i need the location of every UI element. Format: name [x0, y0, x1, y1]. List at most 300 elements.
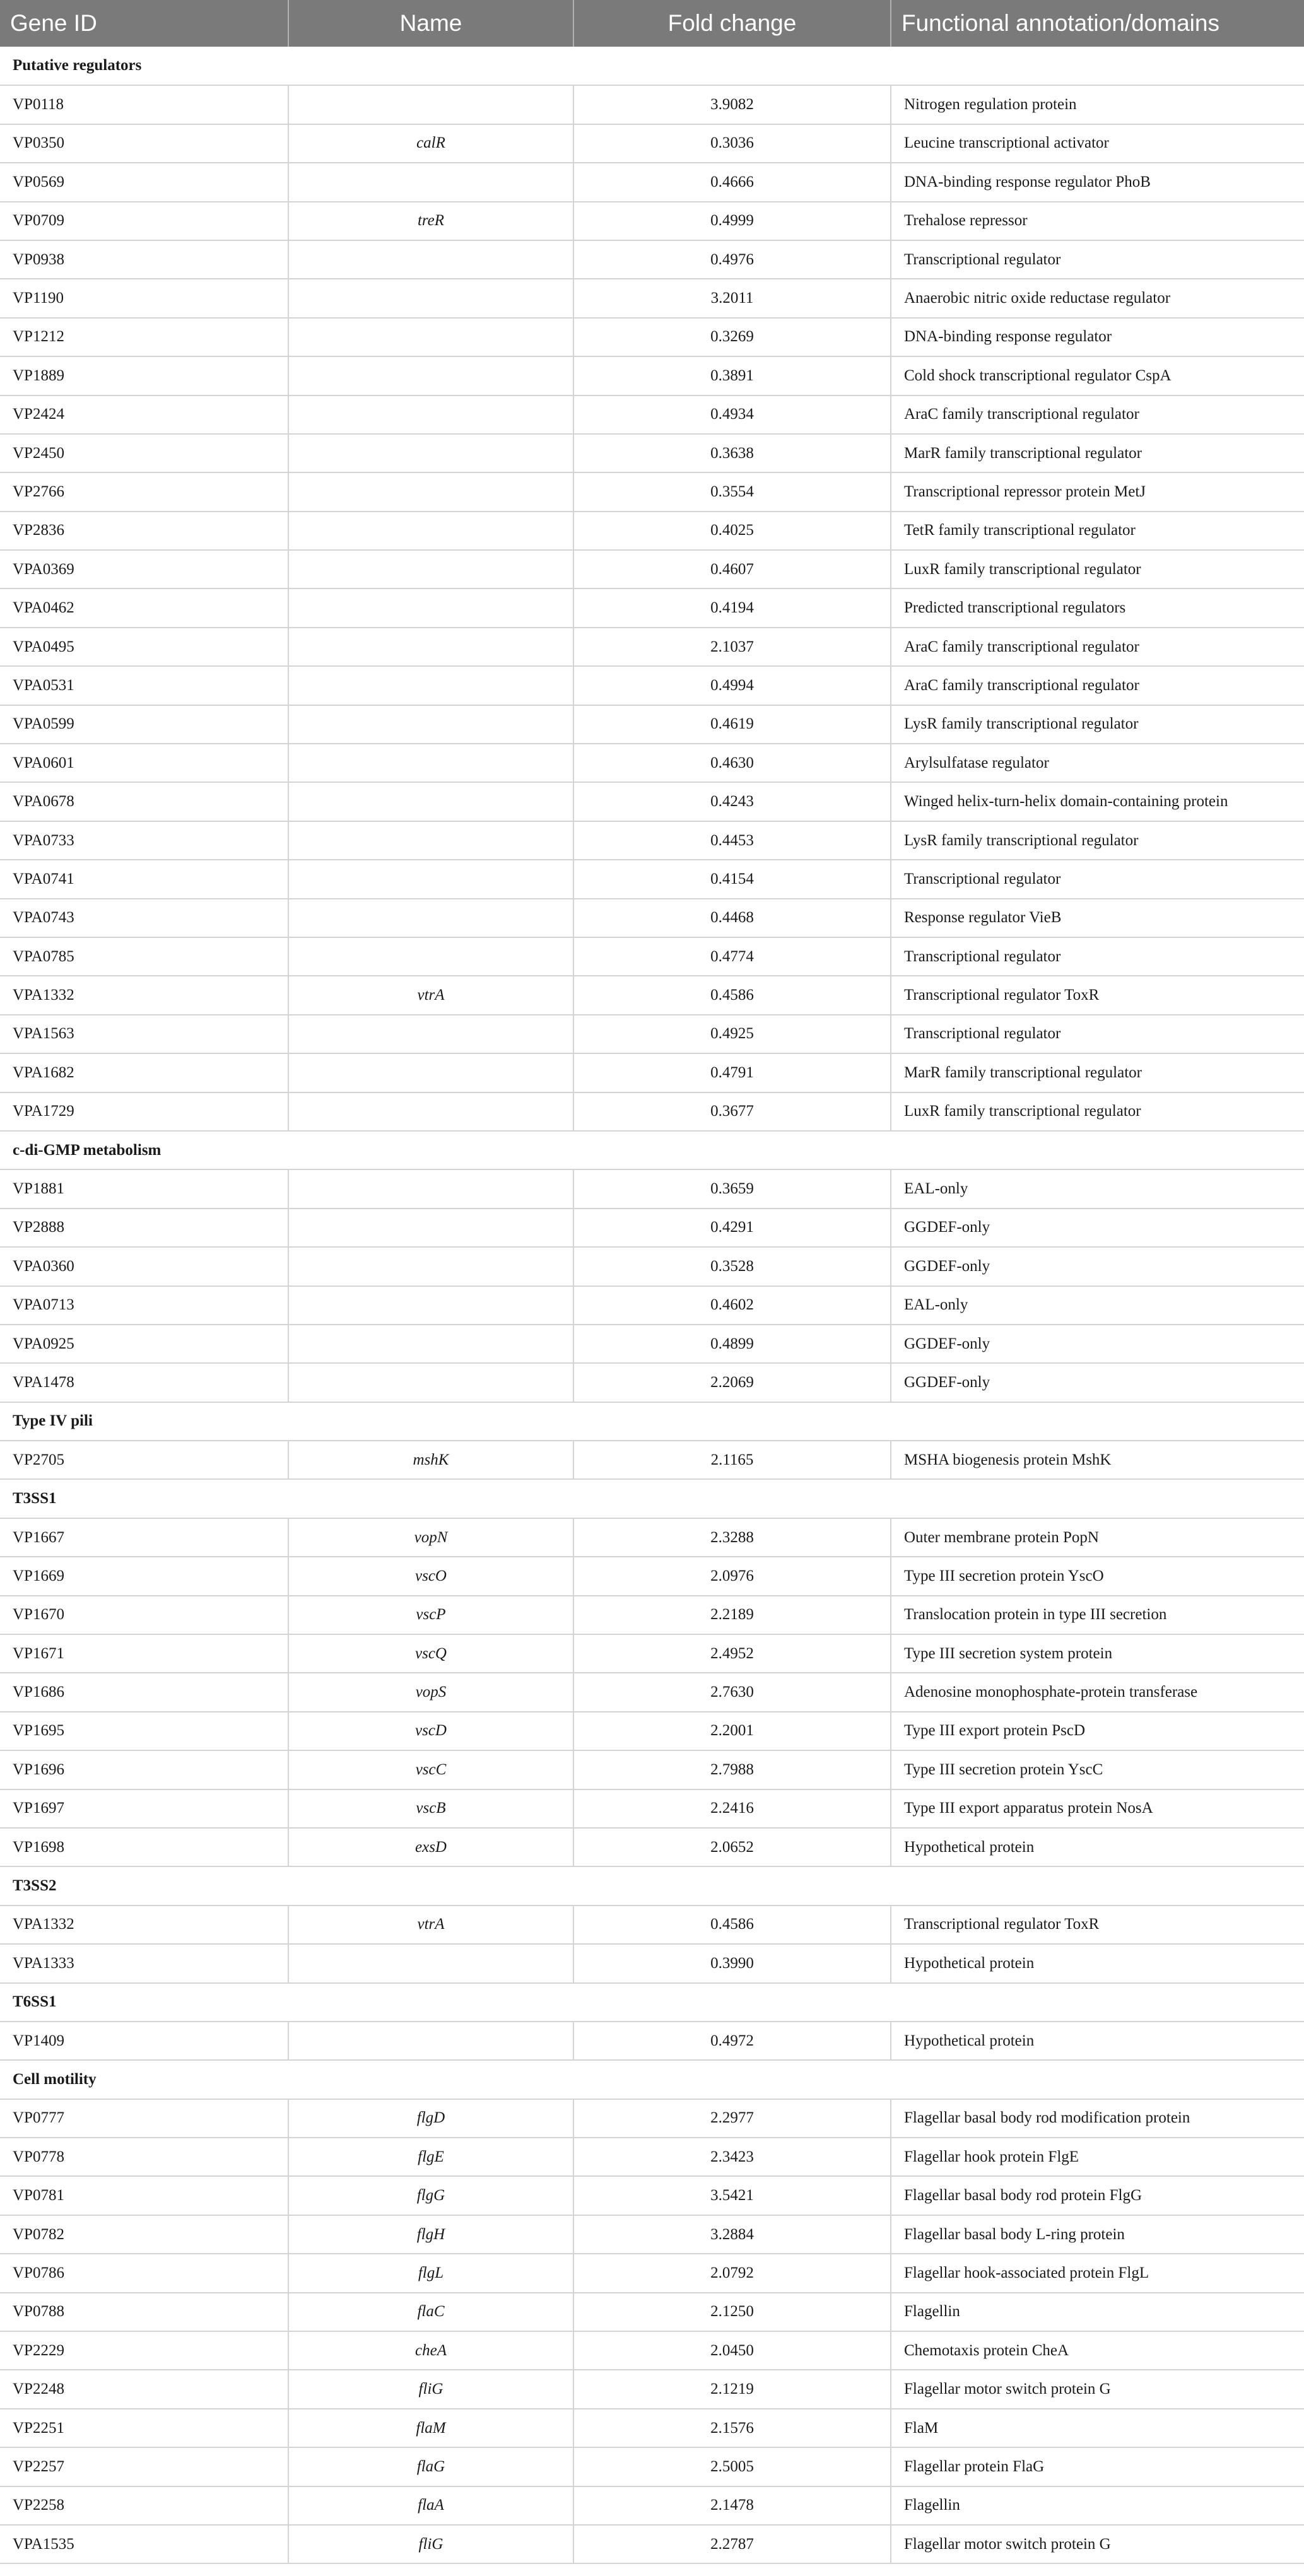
gene-name-cell: [288, 472, 573, 511]
annotation-cell: Chemotaxis protein CheA: [891, 2331, 1304, 2370]
fold-change-cell: 0.4243: [573, 782, 891, 821]
fold-change-cell: 2.5005: [573, 2447, 891, 2486]
gene-id-cell: VPA0743: [0, 899, 288, 937]
table-row: [0, 1247, 1304, 1285]
fold-change-cell: 0.4468: [573, 899, 891, 937]
header-gene-id: Gene ID: [0, 0, 288, 47]
gene-id-cell: VP0788: [0, 2293, 288, 2331]
table-row: [0, 1053, 1304, 1092]
table-row: [0, 1015, 1304, 1053]
gene-name-cell: vtrA: [288, 1906, 573, 1944]
gene-name-cell: [288, 550, 573, 588]
table-row: [0, 1092, 1304, 1131]
table-row: [0, 1906, 1304, 1944]
annotation-cell: Flagellin: [891, 2293, 1304, 2331]
annotation-cell: Flagellar protein FlaG: [891, 2447, 1304, 2486]
annotation-cell: Flagellar motor switch protein G: [891, 2370, 1304, 2408]
gene-id-cell: VP0781: [0, 2176, 288, 2215]
table-row: [0, 472, 1304, 511]
annotation-cell: Transcriptional regulator ToxR: [891, 1906, 1304, 1944]
gene-id-cell: VP1667: [0, 1518, 288, 1557]
table-row: [0, 1673, 1304, 1711]
gene-name-cell: cheA: [288, 2331, 573, 2370]
gene-name-cell: [288, 85, 573, 124]
fold-change-cell: 2.1219: [573, 2370, 891, 2408]
fold-change-cell: 2.0976: [573, 1557, 891, 1595]
table-row: [0, 2486, 1304, 2525]
gene-id-cell: VP1889: [0, 356, 288, 395]
table-row: [0, 163, 1304, 201]
annotation-cell: Type III export apparatus protein NosA: [891, 1789, 1304, 1828]
section-header-row: [0, 47, 1304, 85]
gene-id-cell: VPA1332: [0, 976, 288, 1014]
gene-id-cell: VP1212: [0, 318, 288, 356]
annotation-cell: Transcriptional regulator: [891, 860, 1304, 898]
gene-id-cell: VP1409: [0, 2022, 288, 2060]
gene-name-cell: flgG: [288, 2176, 573, 2215]
table-header: [0, 0, 1304, 47]
fold-change-cell: 2.1576: [573, 2409, 891, 2447]
gene-id-cell: VP1671: [0, 1634, 288, 1673]
gene-id-cell: VP0709: [0, 202, 288, 240]
gene-name-cell: [288, 318, 573, 356]
gene-id-cell: VPA0678: [0, 782, 288, 821]
gene-id-cell: VPA0599: [0, 705, 288, 744]
gene-name-cell: flgD: [288, 2099, 573, 2138]
gene-id-cell: VPA0360: [0, 1247, 288, 1285]
gene-name-cell: [288, 2022, 573, 2060]
annotation-cell: Predicted transcriptional regulators: [891, 588, 1304, 627]
annotation-cell: AraC family transcriptional regulator: [891, 666, 1304, 705]
annotation-cell: GGDEF-only: [891, 1209, 1304, 1247]
annotation-cell: Response regulator VieB: [891, 899, 1304, 937]
gene-id-cell: VP2257: [0, 2447, 288, 2486]
annotation-cell: Nitrogen regulation protein: [891, 85, 1304, 124]
gene-id-cell: VP0777: [0, 2099, 288, 2138]
section-header-row: [0, 1983, 1304, 2022]
annotation-cell: Flagellin: [891, 2486, 1304, 2525]
fold-change-cell: 0.3659: [573, 1169, 891, 1208]
annotation-cell: MSHA biogenesis protein MshK: [891, 1441, 1304, 1479]
gene-id-cell: VPA0785: [0, 937, 288, 976]
annotation-cell: LuxR family transcriptional regulator: [891, 1092, 1304, 1131]
gene-name-cell: [288, 705, 573, 744]
table-row: [0, 976, 1304, 1014]
fold-change-cell: 0.3891: [573, 356, 891, 395]
annotation-cell: Transcriptional regulator: [891, 240, 1304, 279]
fold-change-cell: 0.4934: [573, 395, 891, 434]
gene-name-cell: [288, 744, 573, 782]
gene-name-cell: flaC: [288, 2293, 573, 2331]
table-row: [0, 588, 1304, 627]
table-row: [0, 2370, 1304, 2408]
section-header-row: [0, 2060, 1304, 2099]
gene-name-cell: [288, 782, 573, 821]
gene-name-cell: [288, 899, 573, 937]
gene-name-cell: [288, 279, 573, 317]
gene-id-cell: VPA0925: [0, 1325, 288, 1363]
gene-id-cell: VP1698: [0, 1828, 288, 1866]
fold-change-cell: 0.4925: [573, 1015, 891, 1053]
gene-id-cell: VP0786: [0, 2254, 288, 2292]
fold-change-cell: 0.4025: [573, 512, 891, 550]
gene-name-cell: [288, 937, 573, 976]
table-row: [0, 1634, 1304, 1673]
annotation-cell: AraC family transcriptional regulator: [891, 395, 1304, 434]
gene-id-cell: VP1695: [0, 1712, 288, 1750]
fold-change-cell: 2.2977: [573, 2099, 891, 2138]
gene-name-cell: vscP: [288, 1596, 573, 1634]
gene-id-cell: VPA0495: [0, 628, 288, 666]
table-row: [0, 2447, 1304, 2486]
gene-id-cell: VP2450: [0, 434, 288, 472]
table-row: [0, 1325, 1304, 1363]
annotation-cell: Hypothetical protein: [891, 1828, 1304, 1866]
header-name: Name: [288, 0, 573, 47]
fold-change-cell: 0.4154: [573, 860, 891, 898]
gene-id-cell: VP2229: [0, 2331, 288, 2370]
fold-change-cell: 0.4999: [573, 202, 891, 240]
annotation-cell: GGDEF-only: [891, 1247, 1304, 1285]
fold-change-cell: 0.3990: [573, 1944, 891, 1982]
annotation-cell: Flagellar motor switch protein G: [891, 2525, 1304, 2563]
gene-name-cell: [288, 1247, 573, 1285]
fold-change-cell: 2.2001: [573, 1712, 891, 1750]
annotation-cell: Type III export protein PscD: [891, 1712, 1304, 1750]
table-row: [0, 860, 1304, 898]
fold-change-cell: 2.2416: [573, 1789, 891, 1828]
fold-change-cell: 2.7988: [573, 1750, 891, 1789]
gene-id-cell: VP1670: [0, 1596, 288, 1634]
section-header-row: [0, 1479, 1304, 1518]
fold-change-cell: 0.4994: [573, 666, 891, 705]
gene-id-cell: VP2424: [0, 395, 288, 434]
gene-id-cell: VPA1563: [0, 1015, 288, 1053]
fold-change-cell: 0.4602: [573, 1286, 891, 1325]
fold-change-cell: 2.7630: [573, 1673, 891, 1711]
annotation-cell: Outer membrane protein PopN: [891, 1518, 1304, 1557]
gene-id-cell: VPA1729: [0, 1092, 288, 1131]
fold-change-cell: 2.2069: [573, 1363, 891, 1402]
table-row: [0, 202, 1304, 240]
fold-change-cell: 3.2884: [573, 2215, 891, 2254]
gene-id-cell: VPA0741: [0, 860, 288, 898]
gene-name-cell: [288, 1363, 573, 1402]
fold-change-cell: 2.1037: [573, 628, 891, 666]
table-row: [0, 1518, 1304, 1557]
table-row: [0, 85, 1304, 124]
fold-change-cell: 2.2189: [573, 1596, 891, 1634]
annotation-cell: DNA-binding response regulator: [891, 318, 1304, 356]
annotation-cell: Trehalose repressor: [891, 202, 1304, 240]
gene-id-cell: VP2248: [0, 2370, 288, 2408]
annotation-cell: Hypothetical protein: [891, 2022, 1304, 2060]
section-title: Type IV pili: [0, 1402, 1304, 1441]
gene-id-cell: VP2251: [0, 2409, 288, 2447]
fold-change-cell: 2.2787: [573, 2525, 891, 2563]
gene-name-cell: flgH: [288, 2215, 573, 2254]
gene-name-cell: vscC: [288, 1750, 573, 1789]
section-title: Putative regulators: [0, 47, 1304, 85]
table-row: [0, 2331, 1304, 2370]
table-row: [0, 1557, 1304, 1595]
gene-name-cell: [288, 395, 573, 434]
annotation-cell: FlaM: [891, 2409, 1304, 2447]
annotation-cell: Hypothetical protein: [891, 1944, 1304, 1982]
gene-name-cell: calR: [288, 124, 573, 163]
fold-change-cell: 0.4899: [573, 1325, 891, 1363]
gene-name-cell: [288, 1092, 573, 1131]
table-row: [0, 2099, 1304, 2138]
fold-change-cell: 2.3423: [573, 2138, 891, 2176]
gene-id-cell: VPA0462: [0, 588, 288, 627]
table-row: [0, 782, 1304, 821]
fold-change-cell: 0.4791: [573, 1053, 891, 1092]
gene-id-cell: VP1697: [0, 1789, 288, 1828]
fold-change-cell: 0.3677: [573, 1092, 891, 1131]
annotation-cell: Flagellar hook-associated protein FlgL: [891, 2254, 1304, 2292]
annotation-cell: Translocation protein in type III secretion: [891, 1596, 1304, 1634]
table-row: [0, 1209, 1304, 1247]
gene-id-cell: VPA1478: [0, 1363, 288, 1402]
header-functional-annotation: Functional annotation/domains: [891, 0, 1304, 47]
gene-id-cell: VPA1535: [0, 2525, 288, 2563]
table-row: [0, 318, 1304, 356]
fold-change-cell: 3.9082: [573, 85, 891, 124]
fold-change-cell: 0.4666: [573, 163, 891, 201]
gene-name-cell: [288, 434, 573, 472]
gene-name-cell: [288, 588, 573, 627]
annotation-cell: GGDEF-only: [891, 1363, 1304, 1402]
table-row: [0, 1596, 1304, 1634]
table-row: [0, 2215, 1304, 2254]
gene-name-cell: vtrA: [288, 976, 573, 1014]
gene-name-cell: flaA: [288, 2486, 573, 2525]
annotation-cell: EAL-only: [891, 1169, 1304, 1208]
fold-change-cell: 0.3638: [573, 434, 891, 472]
fold-change-cell: 0.4774: [573, 937, 891, 976]
gene-name-cell: vscO: [288, 1557, 573, 1595]
header-fold-change: Fold change: [573, 0, 891, 47]
fold-change-cell: 0.4607: [573, 550, 891, 588]
gene-id-cell: VP1881: [0, 1169, 288, 1208]
gene-name-cell: [288, 628, 573, 666]
gene-id-cell: VPA1682: [0, 1053, 288, 1092]
table-row: [0, 744, 1304, 782]
fold-change-cell: 3.5421: [573, 2176, 891, 2215]
table-row: [0, 666, 1304, 705]
gene-name-cell: [288, 1944, 573, 1982]
fold-change-cell: 2.1250: [573, 2293, 891, 2331]
gene-id-cell: VP0938: [0, 240, 288, 279]
gene-id-cell: VP2258: [0, 2486, 288, 2525]
table-row: [0, 2138, 1304, 2176]
table-row: [0, 1169, 1304, 1208]
annotation-cell: AraC family transcriptional regulator: [891, 628, 1304, 666]
section-header-row: [0, 1402, 1304, 1441]
annotation-cell: MarR family transcriptional regulator: [891, 434, 1304, 472]
table-row: [0, 2254, 1304, 2292]
table-row: [0, 1789, 1304, 1828]
header-row: [0, 0, 1304, 47]
fold-change-cell: 2.4952: [573, 1634, 891, 1673]
gene-name-cell: vopS: [288, 1673, 573, 1711]
fold-change-cell: 0.4619: [573, 705, 891, 744]
table-body: [0, 47, 1304, 2563]
gene-name-cell: fliG: [288, 2370, 573, 2408]
gene-id-cell: VP1686: [0, 1673, 288, 1711]
annotation-cell: Type III secretion protein YscC: [891, 1750, 1304, 1789]
gene-id-cell: VP0118: [0, 85, 288, 124]
table-row: [0, 550, 1304, 588]
table-row: [0, 2293, 1304, 2331]
table-row: [0, 1828, 1304, 1866]
gene-name-cell: exsD: [288, 1828, 573, 1866]
gene-id-cell: VP2836: [0, 512, 288, 550]
annotation-cell: Transcriptional regulator: [891, 1015, 1304, 1053]
fold-change-cell: 2.3288: [573, 1518, 891, 1557]
table-row: [0, 2176, 1304, 2215]
annotation-cell: Anaerobic nitric oxide reductase regulator: [891, 279, 1304, 317]
fold-change-cell: 0.4586: [573, 976, 891, 1014]
annotation-cell: MarR family transcriptional regulator: [891, 1053, 1304, 1092]
gene-name-cell: vscB: [288, 1789, 573, 1828]
gene-name-cell: mshK: [288, 1441, 573, 1479]
table-row: [0, 1286, 1304, 1325]
fold-change-cell: 2.0450: [573, 2331, 891, 2370]
annotation-cell: LysR family transcriptional regulator: [891, 821, 1304, 860]
table-row: [0, 2525, 1304, 2563]
table-row: [0, 240, 1304, 279]
gene-name-cell: vscD: [288, 1712, 573, 1750]
gene-name-cell: [288, 356, 573, 395]
fold-change-cell: 0.4586: [573, 1906, 891, 1944]
fold-change-cell: 2.1165: [573, 1441, 891, 1479]
fold-change-cell: 0.4972: [573, 2022, 891, 2060]
gene-id-cell: VPA0369: [0, 550, 288, 588]
gene-name-cell: [288, 1015, 573, 1053]
section-title: Cell motility: [0, 2060, 1304, 2099]
table-row: [0, 395, 1304, 434]
annotation-cell: Adenosine monophosphate-protein transferase: [891, 1673, 1304, 1711]
section-title: T3SS1: [0, 1479, 1304, 1518]
fold-change-cell: 0.4194: [573, 588, 891, 627]
fold-change-cell: 0.3528: [573, 1247, 891, 1285]
fold-change-cell: 2.0792: [573, 2254, 891, 2292]
gene-name-cell: treR: [288, 202, 573, 240]
table-row: [0, 899, 1304, 937]
gene-name-cell: [288, 1053, 573, 1092]
fold-change-cell: 2.0652: [573, 1828, 891, 1866]
gene-name-cell: vopN: [288, 1518, 573, 1557]
gene-name-cell: [288, 512, 573, 550]
table-row: [0, 1363, 1304, 1402]
gene-id-cell: VP2888: [0, 1209, 288, 1247]
gene-name-cell: [288, 1209, 573, 1247]
gene-name-cell: [288, 860, 573, 898]
annotation-cell: Flagellar basal body rod modification protein: [891, 2099, 1304, 2138]
section-title: c-di-GMP metabolism: [0, 1131, 1304, 1169]
table-row: [0, 434, 1304, 472]
fold-change-cell: 0.4976: [573, 240, 891, 279]
gene-id-cell: VP1669: [0, 1557, 288, 1595]
gene-id-cell: VP0350: [0, 124, 288, 163]
fold-change-cell: 0.4291: [573, 1209, 891, 1247]
gene-name-cell: flgL: [288, 2254, 573, 2292]
table-row: [0, 1441, 1304, 1479]
annotation-cell: Cold shock transcriptional regulator CspA: [891, 356, 1304, 395]
table-row: [0, 279, 1304, 317]
table-row: [0, 937, 1304, 976]
gene-id-cell: VPA1332: [0, 1906, 288, 1944]
annotation-cell: Flagellar basal body rod protein FlgG: [891, 2176, 1304, 2215]
gene-id-cell: VP2705: [0, 1441, 288, 1479]
gene-id-cell: VP1696: [0, 1750, 288, 1789]
fold-change-cell: 0.3554: [573, 472, 891, 511]
annotation-cell: EAL-only: [891, 1286, 1304, 1325]
fold-change-cell: 0.4630: [573, 744, 891, 782]
gene-name-cell: [288, 1325, 573, 1363]
gene-id-cell: VP0569: [0, 163, 288, 201]
table-row: [0, 1750, 1304, 1789]
annotation-cell: LysR family transcriptional regulator: [891, 705, 1304, 744]
gene-name-cell: [288, 1169, 573, 1208]
gene-name-cell: [288, 1286, 573, 1325]
table-row: [0, 821, 1304, 860]
gene-name-cell: vscQ: [288, 1634, 573, 1673]
annotation-cell: TetR family transcriptional regulator: [891, 512, 1304, 550]
fold-change-cell: 3.2011: [573, 279, 891, 317]
gene-id-cell: VPA0531: [0, 666, 288, 705]
gene-name-cell: flaG: [288, 2447, 573, 2486]
annotation-cell: Type III secretion protein YscO: [891, 1557, 1304, 1595]
gene-id-cell: VP0782: [0, 2215, 288, 2254]
section-header-row: [0, 1866, 1304, 1905]
fold-change-cell: 0.4453: [573, 821, 891, 860]
annotation-cell: Type III secretion system protein: [891, 1634, 1304, 1673]
gene-id-cell: VP0778: [0, 2138, 288, 2176]
gene-id-cell: VPA0713: [0, 1286, 288, 1325]
annotation-cell: Winged helix-turn-helix domain-containing protein: [891, 782, 1304, 821]
gene-name-cell: [288, 666, 573, 705]
table-row: [0, 705, 1304, 744]
gene-id-cell: VPA0601: [0, 744, 288, 782]
table-row: [0, 2022, 1304, 2060]
table-row: [0, 356, 1304, 395]
gene-name-cell: flgE: [288, 2138, 573, 2176]
annotation-cell: DNA-binding response regulator PhoB: [891, 163, 1304, 201]
annotation-cell: GGDEF-only: [891, 1325, 1304, 1363]
section-header-row: [0, 1131, 1304, 1169]
gene-name-cell: [288, 821, 573, 860]
table-row: [0, 1944, 1304, 1982]
gene-id-cell: VPA1333: [0, 1944, 288, 1982]
section-title: T6SS1: [0, 1983, 1304, 2022]
fold-change-cell: 0.3269: [573, 318, 891, 356]
table-row: [0, 2409, 1304, 2447]
gene-name-cell: flaM: [288, 2409, 573, 2447]
annotation-cell: Transcriptional regulator ToxR: [891, 976, 1304, 1014]
annotation-cell: Transcriptional repressor protein MetJ: [891, 472, 1304, 511]
table-row: [0, 512, 1304, 550]
annotation-cell: Flagellar basal body L-ring protein: [891, 2215, 1304, 2254]
gene-id-cell: VP1190: [0, 279, 288, 317]
gene-id-cell: VP2766: [0, 472, 288, 511]
section-title: T3SS2: [0, 1866, 1304, 1905]
table-row: [0, 124, 1304, 163]
annotation-cell: Flagellar hook protein FlgE: [891, 2138, 1304, 2176]
gene-name-cell: fliG: [288, 2525, 573, 2563]
